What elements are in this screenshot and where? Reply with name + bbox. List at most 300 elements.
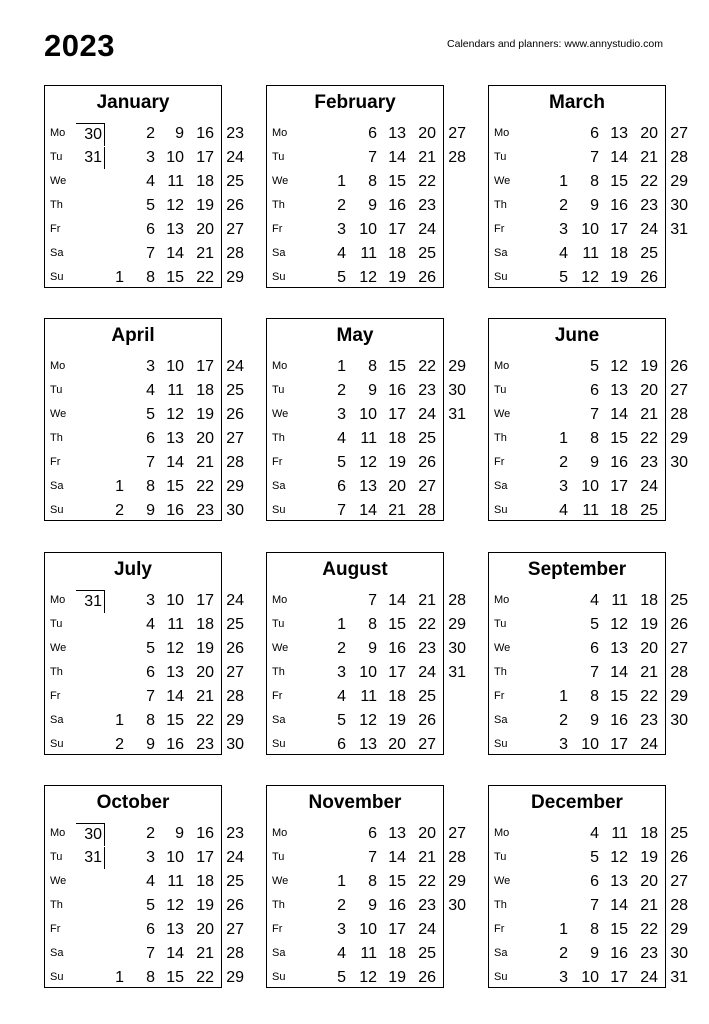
weekday-row bbox=[45, 822, 244, 846]
day-cell: 26 bbox=[418, 712, 436, 729]
weekday-row bbox=[489, 709, 688, 733]
day-cell: 26 bbox=[418, 969, 436, 986]
weekday-label: Mo bbox=[50, 594, 66, 606]
day-cell: 22 bbox=[196, 478, 214, 495]
day-cell: 6 bbox=[368, 825, 377, 842]
day-cell: 6 bbox=[146, 664, 155, 681]
month-days-grid bbox=[45, 822, 244, 990]
day-cell: 19 bbox=[196, 406, 214, 423]
day-cell: 25 bbox=[226, 382, 244, 399]
weekday-label: Mo bbox=[494, 827, 510, 839]
day-cell: 8 bbox=[590, 921, 599, 938]
weekday-row bbox=[267, 918, 443, 942]
day-cell: 24 bbox=[226, 849, 244, 866]
day-cell: 26 bbox=[226, 197, 244, 214]
weekday-row bbox=[267, 451, 443, 475]
day-cell: 22 bbox=[196, 969, 214, 986]
day-cell: 19 bbox=[640, 849, 658, 866]
weekday-label: Tu bbox=[272, 851, 285, 863]
day-cell: 31 bbox=[670, 969, 688, 986]
day-cell: 27 bbox=[226, 430, 244, 447]
weekday-row bbox=[45, 966, 244, 990]
weekday-label: Th bbox=[494, 199, 507, 211]
day-cell: 23 bbox=[418, 640, 436, 657]
day-cell: 7 bbox=[368, 849, 377, 866]
day-cell: 1 bbox=[337, 358, 346, 375]
day-cell: 14 bbox=[610, 406, 628, 423]
day-cell: 26 bbox=[670, 849, 688, 866]
day-cell: 26 bbox=[640, 269, 658, 286]
weekday-row bbox=[267, 122, 466, 146]
day-cell: 1 bbox=[337, 616, 346, 633]
weekday-label: Sa bbox=[494, 247, 508, 259]
day-cell: 21 bbox=[640, 149, 658, 166]
day-cell: 4 bbox=[590, 592, 599, 609]
day-cell: 13 bbox=[610, 125, 628, 142]
weekday-label: Tu bbox=[494, 851, 507, 863]
day-cell: 10 bbox=[166, 592, 184, 609]
day-cell: 10 bbox=[581, 736, 599, 753]
day-cell: 3 bbox=[146, 149, 155, 166]
day-cell: 1 bbox=[559, 430, 568, 447]
day-cell: 17 bbox=[388, 406, 406, 423]
weekday-label: Sa bbox=[50, 947, 64, 959]
weekday-row bbox=[267, 733, 443, 757]
day-cell: 10 bbox=[359, 664, 377, 681]
weekday-label: Th bbox=[494, 432, 507, 444]
day-cell: 27 bbox=[670, 382, 688, 399]
day-cell: 30 bbox=[448, 382, 466, 399]
day-cell: 29 bbox=[670, 430, 688, 447]
weekday-label: Tu bbox=[50, 851, 63, 863]
weekday-row bbox=[489, 685, 688, 709]
month-days-grid bbox=[489, 589, 688, 757]
day-cell: 6 bbox=[337, 736, 346, 753]
day-cell: 29 bbox=[226, 478, 244, 495]
month-january bbox=[44, 85, 244, 288]
day-cell: 12 bbox=[166, 640, 184, 657]
weekday-label: Su bbox=[272, 971, 286, 983]
day-cell: 30 bbox=[670, 945, 688, 962]
weekday-row bbox=[489, 942, 688, 966]
day-cell: 17 bbox=[610, 221, 628, 238]
weekday-label: Su bbox=[272, 738, 286, 750]
day-cell: 7 bbox=[590, 406, 599, 423]
day-cell: 2 bbox=[559, 454, 568, 471]
weekday-row bbox=[489, 870, 688, 894]
day-cell: 8 bbox=[146, 269, 155, 286]
day-cell: 21 bbox=[640, 897, 658, 914]
weekday-label: Sa bbox=[272, 947, 286, 959]
day-cell: 30 bbox=[226, 736, 244, 753]
weekday-row bbox=[45, 870, 244, 894]
day-cell: 10 bbox=[166, 149, 184, 166]
day-cell: 14 bbox=[166, 945, 184, 962]
day-cell: 23 bbox=[418, 382, 436, 399]
day-cell: 20 bbox=[640, 125, 658, 142]
day-cell: 28 bbox=[670, 149, 688, 166]
weekday-label: Fr bbox=[494, 223, 505, 235]
day-cell: 5 bbox=[337, 712, 346, 729]
day-cell: 14 bbox=[610, 149, 628, 166]
day-cell: 7 bbox=[146, 945, 155, 962]
month-august bbox=[266, 552, 466, 755]
month-days-grid bbox=[267, 589, 466, 757]
day-cell: 18 bbox=[196, 382, 214, 399]
day-cell: 22 bbox=[196, 269, 214, 286]
weekday-label: We bbox=[50, 642, 67, 654]
day-cell: 17 bbox=[388, 921, 406, 938]
weekday-row bbox=[267, 266, 443, 290]
day-cell: 21 bbox=[196, 454, 214, 471]
day-cell: 27 bbox=[226, 921, 244, 938]
day-cell: 11 bbox=[167, 173, 184, 190]
weekday-label: Tu bbox=[494, 618, 507, 630]
weekday-row bbox=[489, 122, 688, 146]
day-cell: 28 bbox=[226, 245, 244, 262]
day-cell: 18 bbox=[388, 245, 406, 262]
day-cell: 28 bbox=[226, 454, 244, 471]
day-cell: 19 bbox=[388, 969, 406, 986]
day-cell: 4 bbox=[337, 688, 346, 705]
day-cell: 31 bbox=[448, 406, 466, 423]
day-cell: 11 bbox=[360, 245, 377, 262]
day-cell: 12 bbox=[610, 358, 628, 375]
weekday-row bbox=[267, 870, 466, 894]
weekday-label: Th bbox=[272, 432, 285, 444]
day-cell: 16 bbox=[610, 197, 628, 214]
day-cell: 1 bbox=[337, 873, 346, 890]
day-cell: 4 bbox=[337, 430, 346, 447]
weekday-row bbox=[267, 685, 443, 709]
day-cell: 12 bbox=[359, 454, 377, 471]
day-cell: 24 bbox=[226, 592, 244, 609]
day-cell: 11 bbox=[360, 430, 377, 447]
day-cell: 26 bbox=[226, 897, 244, 914]
month-february bbox=[266, 85, 466, 288]
day-cell: 17 bbox=[196, 358, 214, 375]
day-cell: 25 bbox=[226, 616, 244, 633]
day-cell: 18 bbox=[196, 873, 214, 890]
day-cell: 17 bbox=[196, 592, 214, 609]
weekday-label: We bbox=[50, 175, 67, 187]
day-cell: 2 bbox=[337, 897, 346, 914]
day-cell: 21 bbox=[418, 592, 436, 609]
weekday-row bbox=[489, 146, 688, 170]
day-cell: 13 bbox=[359, 478, 377, 495]
day-cell: 30 bbox=[448, 640, 466, 657]
day-cell: 3 bbox=[146, 358, 155, 375]
day-cell: 10 bbox=[359, 221, 377, 238]
weekday-label: Mo bbox=[272, 594, 288, 606]
day-cell: 25 bbox=[640, 502, 658, 519]
day-cell: 8 bbox=[368, 358, 377, 375]
weekday-label: Th bbox=[272, 199, 285, 211]
day-cell: 20 bbox=[196, 664, 214, 681]
weekday-label: Su bbox=[494, 504, 508, 516]
weekday-row bbox=[45, 499, 244, 523]
day-cell: 18 bbox=[610, 245, 628, 262]
day-cell: 5 bbox=[337, 969, 346, 986]
weekday-label: We bbox=[494, 175, 511, 187]
weekday-row bbox=[267, 146, 466, 170]
day-cell: 7 bbox=[146, 688, 155, 705]
day-cell: 9 bbox=[146, 502, 155, 519]
month-name: March bbox=[549, 92, 605, 113]
day-cell: 16 bbox=[388, 640, 406, 657]
day-cell: 15 bbox=[166, 269, 184, 286]
day-cell: 30 bbox=[226, 502, 244, 519]
day-cell: 13 bbox=[166, 430, 184, 447]
weekday-label: We bbox=[494, 642, 511, 654]
month-days-grid bbox=[45, 122, 244, 290]
weekday-label: Th bbox=[50, 432, 63, 444]
day-cell: 29 bbox=[448, 873, 466, 890]
month-name: May bbox=[336, 325, 374, 346]
day-cell: 28 bbox=[448, 592, 466, 609]
day-cell: 3 bbox=[559, 478, 568, 495]
day-cell: 13 bbox=[359, 736, 377, 753]
weekday-label: We bbox=[272, 175, 289, 187]
weekday-label: Mo bbox=[50, 360, 66, 372]
day-cell: 14 bbox=[359, 502, 377, 519]
day-cell: 2 bbox=[559, 712, 568, 729]
day-cell: 30 bbox=[670, 454, 688, 471]
day-cell: 6 bbox=[146, 430, 155, 447]
weekday-label: Su bbox=[494, 971, 508, 983]
day-cell: 9 bbox=[175, 125, 184, 142]
day-cell: 5 bbox=[590, 358, 599, 375]
weekday-row bbox=[45, 918, 244, 942]
day-cell: 5 bbox=[337, 454, 346, 471]
day-cell: 6 bbox=[368, 125, 377, 142]
weekday-label: We bbox=[494, 875, 511, 887]
month-name: December bbox=[531, 792, 623, 813]
day-cell: 1 bbox=[559, 173, 568, 190]
weekday-row bbox=[45, 122, 244, 146]
weekday-label: Su bbox=[50, 971, 64, 983]
day-cell: 20 bbox=[640, 640, 658, 657]
day-cell: 5 bbox=[146, 197, 155, 214]
day-cell: 16 bbox=[196, 125, 214, 142]
day-cell: 16 bbox=[610, 712, 628, 729]
day-cell: 12 bbox=[166, 406, 184, 423]
day-cell: 18 bbox=[388, 945, 406, 962]
day-cell: 14 bbox=[388, 849, 406, 866]
weekday-row bbox=[267, 846, 466, 870]
day-cell: 8 bbox=[368, 173, 377, 190]
weekday-label: Tu bbox=[494, 151, 507, 163]
month-march bbox=[488, 85, 688, 288]
weekday-row bbox=[45, 846, 244, 870]
day-cell: 19 bbox=[640, 616, 658, 633]
day-cell: 2 bbox=[115, 502, 124, 519]
day-cell: 13 bbox=[610, 640, 628, 657]
day-cell: 3 bbox=[559, 221, 568, 238]
day-cell: 6 bbox=[590, 125, 599, 142]
day-cell: 28 bbox=[670, 406, 688, 423]
day-cell: 21 bbox=[388, 502, 406, 519]
weekday-label: Su bbox=[494, 271, 508, 283]
day-cell: 11 bbox=[360, 688, 377, 705]
day-cell: 30 bbox=[670, 197, 688, 214]
weekday-row bbox=[489, 475, 665, 499]
weekday-label: Fr bbox=[50, 690, 61, 702]
day-cell: 5 bbox=[146, 406, 155, 423]
day-cell: 21 bbox=[196, 688, 214, 705]
day-cell: 26 bbox=[418, 454, 436, 471]
day-cell: 30 bbox=[76, 123, 105, 146]
day-cell: 5 bbox=[146, 640, 155, 657]
day-cell: 25 bbox=[418, 430, 436, 447]
day-cell: 17 bbox=[388, 221, 406, 238]
weekday-label: Tu bbox=[494, 384, 507, 396]
day-cell: 11 bbox=[582, 502, 599, 519]
weekday-row bbox=[45, 942, 244, 966]
day-cell: 12 bbox=[359, 969, 377, 986]
day-cell: 19 bbox=[388, 454, 406, 471]
weekday-row bbox=[489, 846, 688, 870]
day-cell: 15 bbox=[166, 969, 184, 986]
day-cell: 15 bbox=[610, 921, 628, 938]
day-cell: 9 bbox=[368, 640, 377, 657]
day-cell: 15 bbox=[388, 873, 406, 890]
month-days-grid bbox=[489, 355, 688, 523]
day-cell: 1 bbox=[115, 969, 124, 986]
day-cell: 15 bbox=[166, 478, 184, 495]
weekday-label: Fr bbox=[50, 923, 61, 935]
day-cell: 14 bbox=[610, 664, 628, 681]
weekday-label: Sa bbox=[50, 714, 64, 726]
day-cell: 8 bbox=[146, 478, 155, 495]
weekday-row bbox=[267, 822, 466, 846]
day-cell: 21 bbox=[640, 664, 658, 681]
weekday-row bbox=[489, 894, 688, 918]
day-cell: 23 bbox=[418, 897, 436, 914]
weekday-row bbox=[45, 709, 244, 733]
day-cell: 14 bbox=[166, 454, 184, 471]
day-cell: 18 bbox=[388, 688, 406, 705]
weekday-row bbox=[267, 170, 443, 194]
day-cell: 15 bbox=[388, 358, 406, 375]
weekday-row bbox=[267, 379, 466, 403]
day-cell: 11 bbox=[167, 616, 184, 633]
month-days-grid bbox=[489, 822, 688, 990]
day-cell: 23 bbox=[640, 197, 658, 214]
day-cell: 24 bbox=[640, 478, 658, 495]
day-cell: 23 bbox=[418, 197, 436, 214]
day-cell: 6 bbox=[590, 640, 599, 657]
weekday-row bbox=[45, 475, 244, 499]
day-cell: 17 bbox=[610, 969, 628, 986]
day-cell: 24 bbox=[418, 221, 436, 238]
day-cell: 20 bbox=[418, 825, 436, 842]
day-cell: 24 bbox=[226, 149, 244, 166]
day-cell: 12 bbox=[166, 197, 184, 214]
weekday-label: Su bbox=[50, 504, 64, 516]
weekday-label: Sa bbox=[272, 247, 286, 259]
day-cell: 12 bbox=[166, 897, 184, 914]
day-cell: 19 bbox=[640, 358, 658, 375]
day-cell: 3 bbox=[559, 736, 568, 753]
day-cell: 6 bbox=[590, 382, 599, 399]
weekday-label: Mo bbox=[494, 594, 510, 606]
day-cell: 3 bbox=[337, 406, 346, 423]
day-cell: 24 bbox=[226, 358, 244, 375]
weekday-row bbox=[267, 355, 466, 379]
weekday-row bbox=[489, 733, 665, 757]
day-cell: 21 bbox=[640, 406, 658, 423]
weekday-row bbox=[489, 966, 688, 990]
day-cell: 1 bbox=[115, 478, 124, 495]
day-cell: 20 bbox=[418, 125, 436, 142]
day-cell: 9 bbox=[368, 197, 377, 214]
month-may bbox=[266, 318, 466, 521]
day-cell: 6 bbox=[146, 921, 155, 938]
day-cell: 18 bbox=[640, 592, 658, 609]
day-cell: 12 bbox=[581, 269, 599, 286]
day-cell: 13 bbox=[166, 221, 184, 238]
day-cell: 9 bbox=[590, 454, 599, 471]
day-cell: 24 bbox=[640, 736, 658, 753]
weekday-row bbox=[267, 242, 443, 266]
day-cell: 4 bbox=[337, 245, 346, 262]
day-cell: 25 bbox=[670, 592, 688, 609]
month-name: July bbox=[113, 559, 153, 580]
weekday-row bbox=[267, 403, 466, 427]
day-cell: 26 bbox=[226, 640, 244, 657]
day-cell: 28 bbox=[418, 502, 436, 519]
weekday-row bbox=[267, 966, 443, 990]
day-cell: 22 bbox=[640, 688, 658, 705]
day-cell: 14 bbox=[166, 245, 184, 262]
day-cell: 13 bbox=[388, 825, 406, 842]
weekday-label: Fr bbox=[494, 456, 505, 468]
day-cell: 16 bbox=[166, 736, 184, 753]
weekday-label: Mo bbox=[494, 360, 510, 372]
day-cell: 8 bbox=[368, 616, 377, 633]
day-cell: 10 bbox=[166, 358, 184, 375]
day-cell: 9 bbox=[368, 897, 377, 914]
day-cell: 29 bbox=[448, 616, 466, 633]
day-cell: 2 bbox=[337, 197, 346, 214]
weekday-row bbox=[45, 242, 244, 266]
day-cell: 20 bbox=[640, 382, 658, 399]
day-cell: 7 bbox=[337, 502, 346, 519]
day-cell: 28 bbox=[448, 849, 466, 866]
day-cell: 16 bbox=[610, 945, 628, 962]
credit-text: Calendars and planners: www.annystudio.com bbox=[447, 38, 663, 50]
day-cell: 4 bbox=[337, 945, 346, 962]
day-cell: 27 bbox=[448, 125, 466, 142]
day-cell: 27 bbox=[448, 825, 466, 842]
weekday-label: Tu bbox=[50, 618, 63, 630]
day-cell: 17 bbox=[610, 736, 628, 753]
day-cell: 14 bbox=[610, 897, 628, 914]
day-cell: 7 bbox=[590, 897, 599, 914]
day-cell: 18 bbox=[196, 173, 214, 190]
weekday-label: Sa bbox=[50, 480, 64, 492]
month-october bbox=[44, 785, 244, 988]
day-cell: 23 bbox=[640, 945, 658, 962]
weekday-row bbox=[489, 918, 688, 942]
day-cell: 20 bbox=[196, 921, 214, 938]
weekday-label: Su bbox=[50, 738, 64, 750]
weekday-label: Sa bbox=[272, 714, 286, 726]
weekday-row bbox=[267, 637, 466, 661]
weekday-row bbox=[489, 266, 665, 290]
weekday-row bbox=[489, 637, 688, 661]
